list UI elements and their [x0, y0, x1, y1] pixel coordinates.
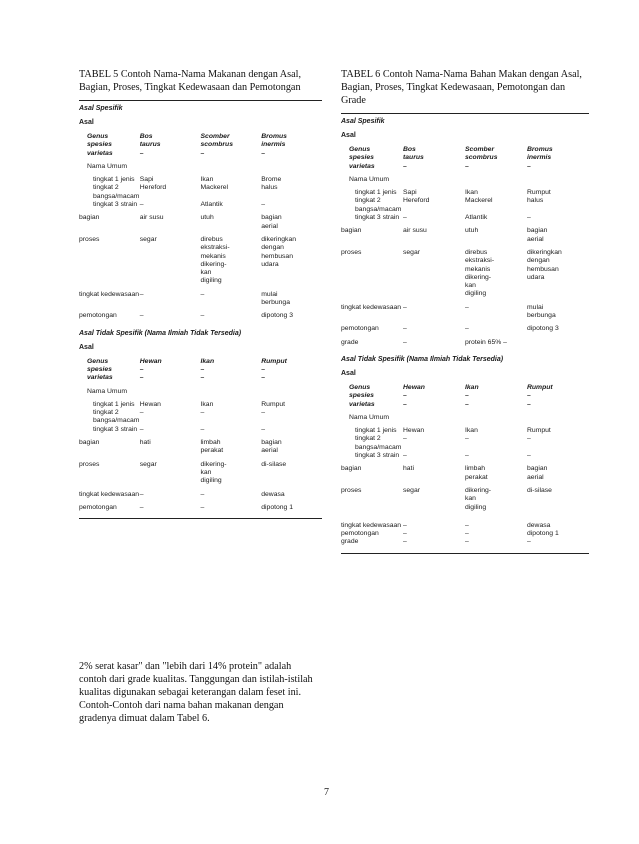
table-row [79, 461, 322, 486]
table-cell: Hereford [139, 184, 167, 192]
table-cell: – [200, 409, 205, 417]
table-cell: Bos [403, 146, 416, 153]
table-cell [527, 414, 589, 422]
table-cell: – [261, 365, 266, 373]
table-cell: Bromus [261, 133, 287, 140]
table-cell: bagian [79, 439, 100, 447]
row-label: Asal [79, 343, 94, 351]
table-row [341, 249, 589, 299]
table-row [341, 452, 589, 460]
table-cell: direbus ekstraksi- mekanis dikering- kan digiling [465, 248, 495, 298]
table-row [341, 227, 589, 244]
table-cell: – [139, 312, 144, 320]
table-cell: Hewan [139, 357, 162, 365]
table-cell: Mackerel [465, 197, 493, 205]
table-row [79, 504, 322, 512]
table-cell: tingkat 1 jenis [93, 400, 135, 408]
table-cell: – [200, 365, 205, 373]
table-cell: – [465, 303, 469, 311]
table-cell: scombrus [465, 154, 498, 162]
table-cell: Bromus [527, 146, 553, 153]
table-6-body [341, 117, 589, 547]
table-cell: Bos [139, 133, 153, 140]
table-row [79, 312, 322, 320]
table-6-column [341, 68, 589, 554]
table-cell: tingkat kedewasaan [79, 490, 140, 498]
table-cell: tingkat 1 jenis [355, 427, 397, 435]
table-cell: Sapi [403, 189, 417, 197]
table-cell: Brome [261, 176, 282, 184]
table-cell: proses [341, 486, 362, 494]
table-cell: spesies [87, 365, 112, 373]
table-cell [201, 388, 262, 396]
table-row [341, 214, 589, 222]
table-cell: – [261, 149, 266, 157]
table-row [79, 358, 322, 366]
data-table [341, 369, 589, 547]
table-cell: – [403, 538, 407, 546]
table-row [79, 491, 322, 499]
table-cell [261, 388, 322, 396]
table-cell [261, 163, 322, 171]
table-row [341, 131, 589, 141]
table-5-bottom-rule [79, 518, 322, 519]
table-cell: bagian aerial [261, 214, 282, 230]
table-5-caption: TABEL 5 Contoh Nama-Nama Makanan dengan Asal, Bagian, Proses, Tingkat Kedewasaan dan Pemotongan [79, 69, 302, 93]
table-cell: dewasa [261, 490, 285, 498]
table-row [79, 176, 322, 184]
table-cell: – [200, 149, 205, 157]
table-row [79, 236, 322, 286]
table-cell: inermis [261, 141, 286, 149]
table-cell: Atlantik [200, 201, 223, 209]
table-row [79, 118, 322, 128]
table-row [341, 401, 589, 409]
table-cell: limbah perakat [465, 465, 488, 481]
table-cell: – [527, 400, 531, 408]
table-cell: varietas [87, 149, 113, 157]
table-cell: Ikan [465, 383, 479, 391]
table-row [79, 150, 322, 158]
table-cell: Hewan [403, 427, 425, 435]
table-cell: Rumput [261, 400, 286, 408]
table-cell: air susu [139, 214, 164, 222]
table-cell: Rumput [527, 383, 553, 391]
table-cell: protein 65% – [465, 338, 507, 346]
table-row [341, 487, 589, 512]
table-row [341, 465, 589, 482]
table-cell: Genus [349, 383, 371, 391]
table-cell: – [200, 290, 205, 298]
section-title: Asal Tidak Spesifik (Nama Ilmiah Tidak Tersedia) [79, 329, 242, 337]
table-cell: – [139, 201, 144, 209]
table-cell: mulai berbunga [261, 290, 290, 307]
table-cell: – [403, 400, 407, 408]
table-cell: grade [341, 538, 359, 546]
table-cell: tingkat 1 jenis [93, 176, 135, 184]
table-cell: grade [341, 338, 359, 346]
table-row [79, 388, 322, 396]
table-cell: spesies [87, 141, 112, 149]
table-6-bottom-rule [341, 553, 589, 554]
table-cell: di-silase [527, 486, 552, 494]
table-cell: varietas [349, 162, 375, 170]
row-label: Asal [341, 132, 356, 139]
table-cell: Ikan [200, 176, 214, 184]
table-cell: proses [341, 248, 362, 256]
table-cell: pemotongan [341, 530, 379, 538]
table-cell: – [465, 530, 469, 538]
table-cell: – [200, 503, 205, 511]
table-row [341, 189, 589, 197]
table-cell: – [139, 409, 144, 417]
table-cell: – [465, 452, 469, 460]
table-cell: Hereford [403, 197, 430, 205]
table-cell: dipotong 1 [261, 503, 293, 511]
table-cell: segar [139, 460, 157, 468]
table-cell: – [527, 392, 531, 400]
table-cell: taurus [403, 154, 424, 162]
table-cell [201, 163, 262, 171]
table-row [341, 384, 589, 392]
section-title: Asal Tidak Spesifik (Nama Ilmiah Tidak Tersedia) [341, 355, 504, 363]
table-cell: direbus ekstraksi- mekanis dikering- kan digiling [200, 235, 230, 285]
table-row [341, 163, 589, 171]
table-cell: tingkat 3 strain [355, 452, 400, 460]
table-row [341, 530, 589, 538]
table-cell: segar [403, 486, 421, 494]
table-row [341, 392, 589, 400]
table-cell: Ikan [200, 357, 215, 365]
table-cell: tingkat 3 strain [93, 425, 138, 433]
table-cell: di-silase [261, 460, 287, 468]
table-cell: – [403, 214, 407, 222]
table-cell: – [403, 521, 407, 529]
table-cell: Mackerel [200, 184, 229, 192]
table-row [341, 427, 589, 435]
table-cell: Rumput [527, 189, 551, 197]
table-cell: bagian [79, 214, 100, 222]
table-row [79, 439, 322, 456]
table-cell: – [465, 400, 469, 408]
table-row [79, 409, 322, 426]
table-cell: Nama Umum [87, 387, 128, 395]
table-cell: varietas [87, 374, 113, 382]
table-row [341, 325, 589, 333]
table-cell: spesies [349, 154, 374, 162]
table-cell: pemotongan [79, 312, 117, 320]
table-cell: bagian [341, 465, 362, 473]
table-cell: tingkat 2 bangsa/macam [355, 435, 402, 451]
table-row [341, 146, 589, 154]
table-row [341, 304, 589, 321]
table-cell: – [261, 374, 266, 382]
table-6-caption: TABEL 6 Contoh Nama-Nama Bahan Makan dengan Asal, Bagian, Proses, Tingkat Kedewasaan, Pemotongan dan Grade [341, 69, 582, 106]
table-cell: Genus [349, 146, 371, 153]
table-cell [403, 414, 465, 422]
data-table [79, 118, 322, 321]
table-row [341, 154, 589, 162]
table-cell: – [139, 290, 144, 298]
table-cell: Sapi [139, 176, 154, 184]
table-cell: – [139, 490, 144, 498]
table-row [341, 522, 589, 530]
table-cell: – [465, 162, 469, 170]
table-cell: utuh [465, 227, 479, 235]
table-cell: Atlantik [465, 214, 488, 222]
table-row [341, 369, 589, 379]
table-cell: pemotongan [341, 325, 379, 333]
table-cell: – [527, 214, 531, 222]
table-cell: Genus [87, 357, 109, 365]
table-cell: hati [403, 465, 414, 473]
table-cell [527, 176, 589, 184]
table-cell: – [465, 521, 469, 529]
table-cell [465, 414, 527, 422]
table-cell: limbah perakat [200, 439, 224, 455]
table-5-column [79, 68, 322, 519]
table-cell: Ikan [465, 427, 478, 435]
table-cell: – [139, 374, 144, 382]
table-cell: tingkat 3 strain [93, 201, 138, 209]
table-cell: air susu [403, 227, 427, 235]
table-row [341, 538, 589, 546]
table-cell: – [527, 162, 531, 170]
table-cell: tingkat 2 bangsa/macam [355, 197, 402, 213]
table-row [79, 401, 322, 409]
table-cell: Hewan [139, 400, 161, 408]
table-cell: utuh [200, 214, 214, 222]
section-title: Asal Spesifik [341, 118, 385, 125]
table-cell: Genus [87, 133, 109, 140]
table-cell: dikering- kan digiling [200, 460, 227, 485]
table-row [79, 141, 322, 149]
table-cell: Nama Umum [349, 175, 390, 183]
table-cell: dipotong 3 [261, 312, 293, 320]
table-row [79, 184, 322, 201]
table-cell: Rumput [527, 427, 551, 435]
table-cell: – [261, 409, 266, 417]
table-cell: Hewan [403, 383, 425, 391]
table-5-top-rule [79, 100, 322, 101]
table-cell: – [403, 452, 407, 460]
table-cell: dipotong 1 [527, 530, 559, 538]
table-cell: – [200, 490, 205, 498]
table-row [79, 201, 322, 209]
table-row [79, 366, 322, 374]
row-label: Asal [79, 119, 94, 126]
table-cell: tingkat kedewasaan [341, 521, 402, 529]
table-cell: – [465, 538, 469, 546]
table-cell: hati [139, 439, 151, 447]
table-cell: dewasa [527, 521, 551, 529]
table-cell: tingkat 3 strain [355, 214, 400, 222]
table-cell: Nama Umum [87, 162, 128, 170]
table-cell: – [403, 530, 407, 538]
table-cell: segar [139, 235, 157, 243]
table-cell: bagian [341, 227, 362, 235]
table-cell: scombrus [200, 141, 233, 149]
table-row [79, 343, 322, 353]
table-cell: – [261, 201, 266, 209]
table-row [79, 374, 322, 382]
table-cell: – [200, 425, 205, 433]
body-paragraph: 2% serat kasar" dan "lebih dari 14% protein" adalah contoh dari grade kualitas. Tanggungan dan istilah-istilah kualitas digunakan sebagai keterangan dalam feset ini. Contoh-Contoh dari nama bahan makanan dengan gradenya dimuat dalam Tabel 6. [79, 661, 313, 724]
table-row [79, 426, 322, 434]
table-cell: – [527, 538, 531, 546]
table-cell: – [261, 425, 266, 433]
table-6-top-rule [341, 113, 589, 114]
table-cell: Ikan [200, 400, 214, 408]
table-cell: Rumput [261, 357, 287, 365]
table-cell: – [403, 325, 407, 333]
table-cell: segar [403, 248, 421, 256]
table-cell: pemotongan [79, 503, 117, 511]
table-cell: dipotong 3 [527, 325, 559, 333]
table-cell: bagian aerial [527, 227, 548, 243]
table-cell: – [527, 435, 531, 443]
table-cell: tingkat 1 jenis [355, 189, 397, 197]
table-cell [403, 176, 465, 184]
table-cell: – [403, 303, 407, 311]
table-cell: – [403, 338, 407, 346]
row-label: Asal [341, 369, 356, 377]
table-cell: – [527, 452, 531, 460]
table-cell: tingkat kedewasaan [79, 290, 140, 298]
table-cell: tingkat kedewasaan [341, 303, 402, 311]
table-cell: – [200, 312, 205, 320]
table-cell: – [139, 149, 144, 157]
table-cell: varietas [349, 400, 375, 408]
table-cell: Ikan [465, 189, 478, 197]
table-cell: – [139, 425, 144, 433]
page-number: 7 [324, 787, 329, 798]
table-cell: proses [79, 460, 100, 468]
table-cell: – [465, 435, 469, 443]
table-cell: Scomber [465, 146, 495, 153]
table-row [341, 197, 589, 214]
table-cell: – [403, 162, 407, 170]
table-row [341, 339, 589, 347]
table-cell: dikeringkan dengan hembusan udara [261, 235, 297, 268]
table-row [79, 214, 322, 231]
table-cell [140, 163, 201, 171]
table-row [341, 176, 589, 184]
table-cell: dikeringkan dengan hembusan udara [527, 248, 562, 281]
section-title: Asal Spesifik [79, 105, 123, 112]
table-cell [465, 176, 527, 184]
table-cell: Nama Umum [349, 413, 390, 421]
table-row [79, 163, 322, 171]
table-row [79, 133, 322, 141]
table-cell: proses [79, 235, 100, 243]
table-cell: – [403, 435, 407, 443]
table-cell: mulai berbunga [527, 303, 556, 320]
table-row [341, 414, 589, 422]
table-cell [140, 388, 201, 396]
table-cell: dikering- kan digiling [465, 486, 492, 511]
table-cell: tingkat 2 bangsa/macam [93, 409, 140, 425]
data-table [79, 343, 322, 512]
table-cell: – [139, 503, 144, 511]
data-table [341, 131, 589, 347]
table-cell: taurus [139, 141, 161, 149]
table-cell: tingkat 2 bangsa/macam [93, 184, 140, 200]
table-cell: – [403, 392, 407, 400]
table-row [79, 291, 322, 308]
table-cell: bagian aerial [527, 465, 548, 481]
table-cell: – [465, 392, 469, 400]
table-5-body [79, 104, 322, 512]
table-cell: inermis [527, 154, 552, 162]
table-cell: – [465, 325, 469, 333]
table-cell: halus [527, 197, 544, 205]
table-row [341, 435, 589, 452]
table-cell: halus [261, 184, 278, 192]
table-cell: bagian aerial [261, 439, 282, 455]
table-cell: – [139, 365, 144, 373]
table-cell: Scomber [200, 133, 230, 140]
table-cell: spesies [349, 392, 374, 400]
table-cell: – [200, 374, 205, 382]
